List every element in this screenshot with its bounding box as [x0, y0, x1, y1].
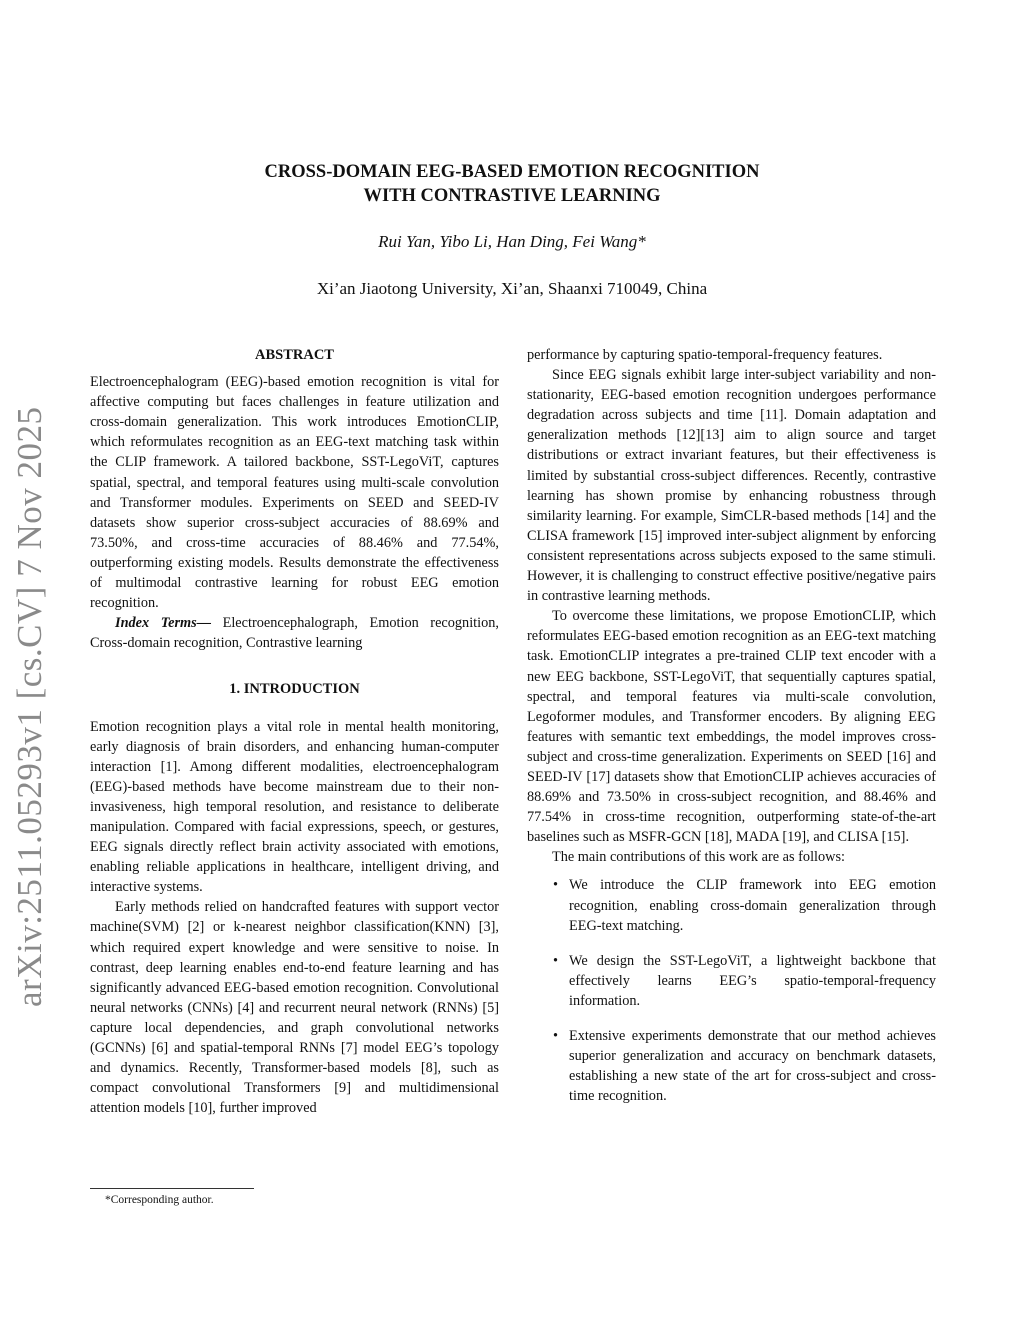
intro-paragraph-4: To overcome these limitations, we propose EmotionCLIP, which reformulates EEG-based emotion recognition as an EEG-text matching task. EmotionCLIP integrates a pre-trained CLIP text encoder with a new EEG backbone, SST-LegoViT, that sequentially captures spatial, spectral, and temporal features via multi-scale convolution, Legoformer modules, and Transformer encoders. By aligning EEG features with semantic text embeddings, the model improves cross-subject and cross-time generalization. Experiments on SEED [16] and SEED-IV [17] datasets show that EmotionCLIP achieves accuracies of 88.69% and 73.50% in cross-subject recognition, and 88.46% and 77.54% in cross-time recognition, outperforming state-of-the-art baselines such as MSFR-GCN [18], MADA [19], and CLISA [15]. — [527, 608, 936, 846]
title-line-1: CROSS-DOMAIN EEG-BASED EMOTION RECOGNITION — [264, 162, 760, 182]
left-column — [90, 345, 499, 1118]
contribution-text: We introduce the CLIP framework into EEG emotion recognition, enabling cross-domain generalization through EEG-text matching. — [569, 877, 936, 934]
list-item — [527, 1026, 936, 1106]
intro-paragraph-3: Since EEG signals exhibit large inter-subject variability and non-stationarity, EEG-based emotion recognition undergoes performance degradation across subjects and time [11]. Domain adaptation and generalization methods [12][13] aim to align source and target distributions or extract invariant features, but their effectiveness is limited by substantial cross-subject differences. Recently, contrastive learning has shown promise by enhancing robustness through similarity learning. For example, SimCLR-based methods [14] and the CLISA framework [15] improved inter-subject alignment by enforcing consistent representations across subjects exposed to the same stimuli. However, it is challenging to construct effective positive/negative pairs in contrastive learning methods. — [527, 367, 936, 605]
right-column — [527, 345, 936, 1121]
footnote: *Corresponding author. — [105, 1194, 214, 1206]
contribution-text: We design the SST-LegoViT, a lightweight backbone that effectively learns EEG’s spatio-temporal-frequency information. — [569, 952, 936, 1009]
contribution-text: Extensive experiments demonstrate that our method achieves superior generalization and accuracy on benchmark datasets, establishing a new state of the art for cross-subject and cross-time recognition. — [569, 1028, 936, 1105]
intro-paragraph-1: Emotion recognition plays a vital role in mental health monitoring, early diagnosis of brain disorders, and enhancing human-computer interaction [1]. Among different modalities, electroencephalogram (EEG)-based methods have become mainstream due to their non-invasiveness, high temporal resolution, and resistance to deliberate manipulation. Compared with facial expressions, speech, or gestures, EEG signals directly reflect brain activity associated with emotions, enabling reliable applications in healthcare, intelligent driving, and interactive systems. — [90, 718, 499, 896]
paper-title — [0, 160, 1024, 208]
list-item — [527, 951, 936, 1011]
title-line-2: WITH CONTRASTIVE LEARNING — [363, 186, 661, 206]
bullet-icon: • — [553, 1028, 559, 1044]
abstract-body: Electroencephalogram (EEG)-based emotion recognition is vital for affective computing but faces challenges in feature utilization and cross-domain generalization. This work introduces EmotionCLIP, which reformulates recognition as an EEG-text matching task within the CLIP framework. A tailored backbone, SST-LegoViT, captures spatial, spectral, and temporal features using multi-scale convolution and Transformer modules. Experiments on SEED and SEED-IV datasets show superior cross-subject accuracies of 88.69% and 73.50%, and cross-time accuracies of 88.46% and 77.54%, outperforming existing models. Results demonstrate the effectiveness of multimodal contrastive learning for robust EEG emotion recognition. — [90, 374, 499, 612]
bullet-icon: • — [553, 877, 559, 894]
intro-paragraph-5: The main contributions of this work are as follows: — [552, 849, 846, 866]
list-item — [527, 875, 936, 935]
contributions-list — [527, 875, 936, 1106]
abstract-heading: ABSTRACT — [255, 347, 334, 363]
intro-paragraph-2-continued: performance by capturing spatio-temporal-frequency features. — [527, 347, 883, 363]
bullet-icon: • — [553, 952, 559, 969]
affiliation: Xi’an Jiaotong University, Xi’an, Shaanxi 710049, China — [316, 279, 708, 298]
intro-paragraph-2: Early methods relied on handcrafted features with support vector machine(SVM) [2] or k-nearest neighbor classification(KNN) [3], which required expert knowledge and were sensitive to noise. In contrast, deep learning enables end-to-end feature learning and has significantly advanced EEG-based emotion recognition. Convolutional neural networks (CNNs) [4] and recurrent neural network (RNNs) [5] capture local dependencies, and graph convolutional networks (GCNNs) [6] and spatial-temporal RNNs [7] model EEG’s topology and dynamics. Recently, Transformer-based models [8], such as compact convolutional Transformers [9] and multidimensional attention models [10], further improved — [90, 899, 499, 1117]
arxiv-identifier-stamp: arXiv:2511.05293v1 [cs.CV] 7 Nov 2025 — [10, 406, 49, 1007]
index-terms-label: Index Terms— — [115, 615, 212, 632]
index-terms-text: Electroencephalograph, Emotion recognition, Cross-domain recognition, Contrastive learning — [90, 615, 499, 652]
index-terms — [90, 613, 499, 653]
author-list: Rui Yan, Yibo Li, Han Ding, Fei Wang* — [378, 232, 646, 251]
introduction-heading: 1. INTRODUCTION — [229, 681, 360, 698]
footnote-divider — [90, 1188, 254, 1189]
